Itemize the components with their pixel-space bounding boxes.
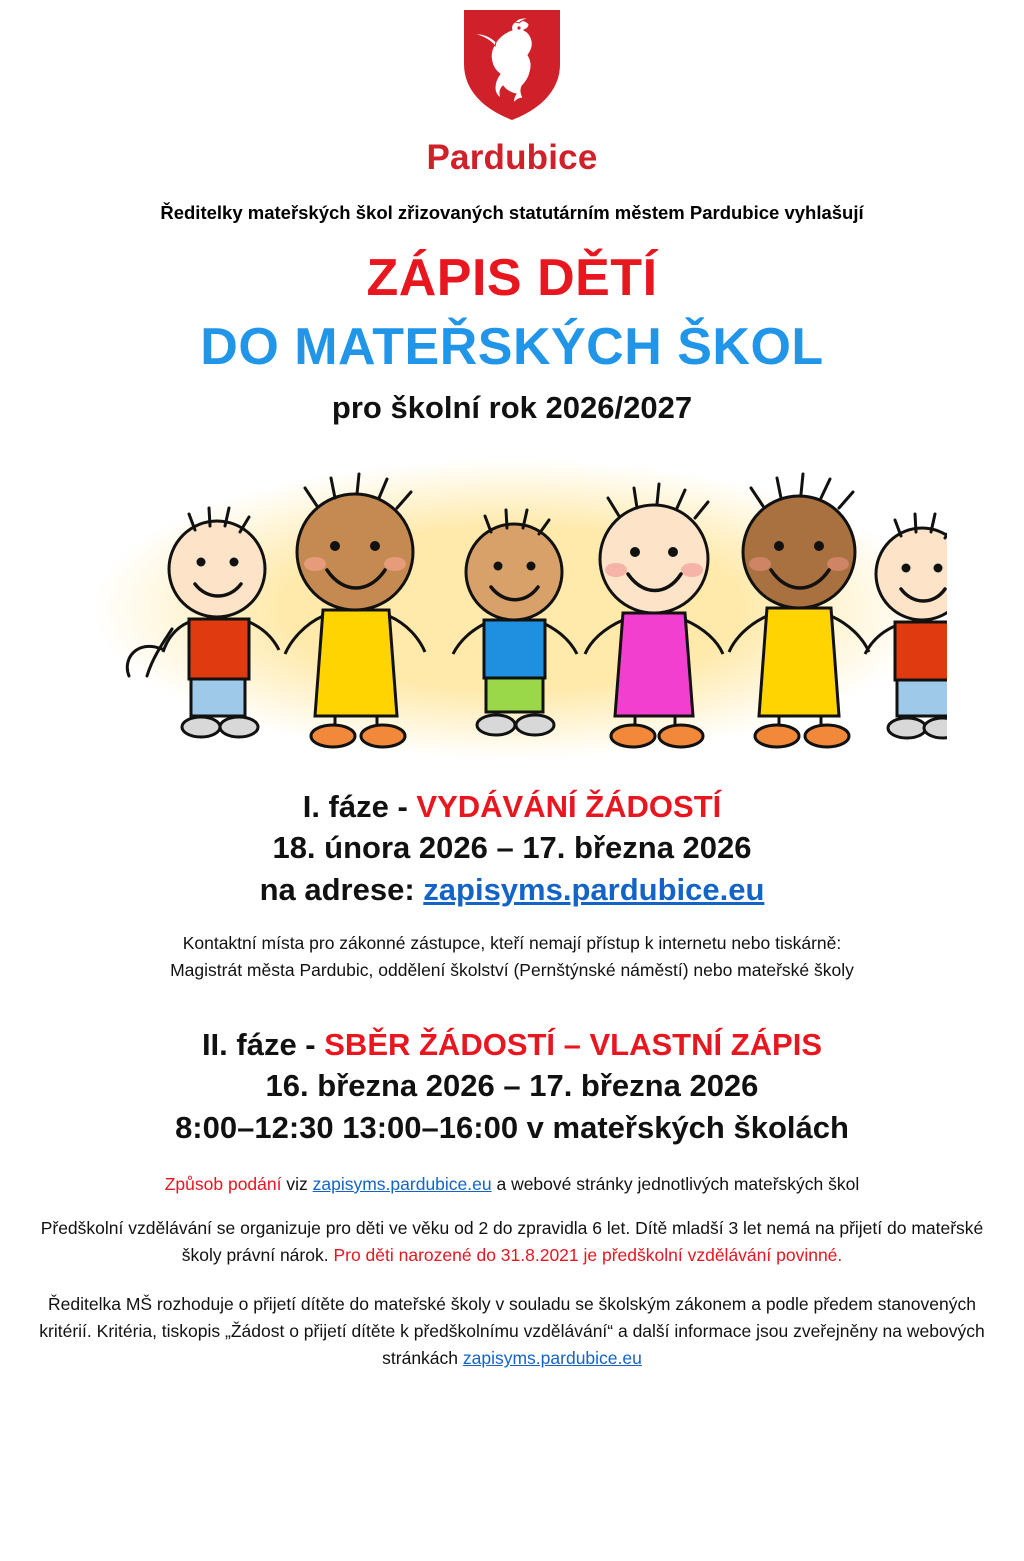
phase-2-block <box>175 1024 849 1148</box>
phase-1-heading <box>260 786 765 827</box>
phase-1-title: VYDÁVÁNÍ ŽÁDOSTÍ <box>416 789 722 825</box>
submission-method-line <box>165 1174 860 1195</box>
phase-2-dates: 16. března 2026 – 17. března 2026 <box>265 1068 759 1104</box>
phase-1-block <box>260 786 765 910</box>
phase-1-note-line-2: Magistrát města Pardubic, oddělení školství (Pernštýnské náměstí) nebo mateřské školy <box>170 959 854 980</box>
phase-1-note <box>170 930 854 984</box>
phase-1-note-line-1: Kontaktní místa pro zákonné zástupce, kteří nemají přístup k internetu nebo tiskárně: <box>182 932 842 953</box>
submission-method-mid: viz <box>281 1173 313 1194</box>
submission-method-prefix: Způsob podání <box>164 1173 282 1194</box>
phase-1-label: I. fáze - <box>302 789 417 825</box>
phase-2-title: SBĚR ŽÁDOSTÍ – VLASTNÍ ZÁPIS <box>324 1027 823 1063</box>
submission-method-link[interactable]: zapisyms.pardubice.eu <box>312 1173 492 1194</box>
phase-1-address-row <box>260 869 765 910</box>
footer-paragraph-1 <box>32 1215 992 1269</box>
phase-1-dates: 18. února 2026 – 17. března 2026 <box>272 830 752 866</box>
footer-paragraph-1-text: Předškolní vzdělávání se organizuje pro děti ve věku od 2 do zpravidla 6 let. Dítě mladší 3 let nemá na přijetí do mateřské školy právní nárok. <box>40 1217 984 1265</box>
announcement-text: Ředitelky mateřských škol zřizovaných statutárním městem Pardubice vyhlašují <box>160 202 864 223</box>
footer-paragraph-1-highlight: Pro děti narozené do 31.8.2021 je předškolní vzdělávání povinné. <box>333 1244 843 1265</box>
headline-primary: ZÁPIS DĚTÍ <box>366 249 658 307</box>
submission-method-suffix: a webové stránky jednotlivých mateřských škol <box>491 1173 860 1194</box>
children-illustration <box>77 444 947 764</box>
city-name: Pardubice <box>426 138 598 177</box>
footer-paragraph-2 <box>32 1291 992 1372</box>
phase-1-address-label: na adrese: <box>259 871 424 907</box>
phase-2-heading <box>175 1024 849 1065</box>
phase-2-label: II. fáze - <box>201 1027 325 1063</box>
headline-secondary: DO MATEŘSKÝCH ŠKOL <box>200 317 824 376</box>
footer-paragraph-2-text: Ředitelka MŠ rozhoduje o přijetí dítěte do mateřské školy v souladu se školským zákonem a podle předem stanovených kritérií. Kritéria, tiskopis „Žádost o přijetí dítěte k předškolnímu vzdělávání“ a další informace jsou zveřejněny na webových stránkách <box>39 1294 985 1369</box>
phase-2-hours: 8:00–12:30 13:00–16:00 v mateřských školách <box>175 1109 849 1145</box>
pardubice-coat-of-arms-icon <box>452 6 572 124</box>
phase-1-address-link[interactable]: zapisyms.pardubice.eu <box>423 871 765 907</box>
footer-paragraph-2-link[interactable]: zapisyms.pardubice.eu <box>462 1348 642 1369</box>
headline-school-year: pro školní rok 2026/2027 <box>331 390 693 426</box>
